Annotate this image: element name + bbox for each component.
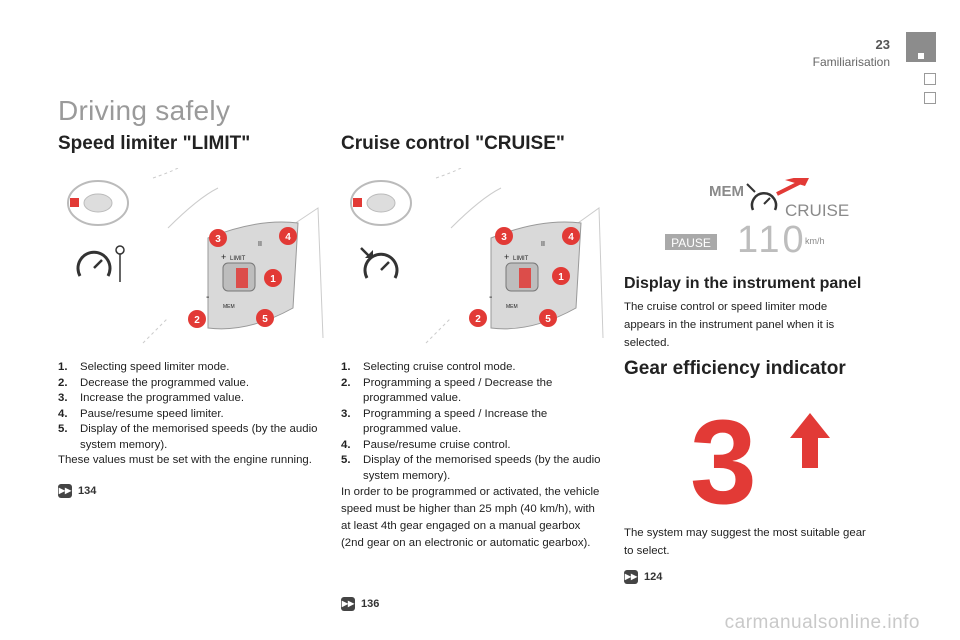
chapter-tab[interactable] bbox=[924, 73, 936, 85]
limit-label: LIMIT bbox=[230, 256, 246, 262]
cruise-display-label: CRUISE bbox=[785, 201, 850, 220]
cruise-control-list-container bbox=[341, 360, 601, 552]
chapter-tab[interactable] bbox=[924, 92, 936, 104]
gear-number: 3 bbox=[690, 408, 757, 508]
gear-efficiency-heading: Gear efficiency indicator bbox=[624, 358, 846, 379]
cruise-control-steering-switch-illustration bbox=[341, 168, 606, 353]
gear-indicator-text: The system may suggest the most suitable gear to select. bbox=[624, 527, 866, 557]
speed-unit: km/h bbox=[805, 236, 825, 246]
pause-label: II bbox=[258, 241, 262, 248]
svg-text:1: 1 bbox=[270, 274, 276, 285]
page-reference-link[interactable] bbox=[58, 484, 96, 498]
svg-text:3: 3 bbox=[215, 234, 221, 245]
gear-indicator-illustration bbox=[690, 408, 840, 508]
svg-text:2: 2 bbox=[475, 314, 481, 325]
cruise-control-icon bbox=[361, 248, 397, 278]
svg-text:1: 1 bbox=[558, 272, 564, 283]
pause-label: II bbox=[541, 241, 545, 248]
cruise-control-list bbox=[341, 360, 601, 484]
speed-digits: 110 bbox=[737, 219, 807, 258]
svg-text:5: 5 bbox=[262, 314, 268, 325]
instrument-panel-display-illustration bbox=[665, 178, 855, 258]
speed-limiter-heading: Speed limiter "LIMIT" bbox=[58, 133, 251, 154]
gear-up-arrow-icon bbox=[790, 413, 830, 468]
speed-limiter-icon bbox=[78, 246, 124, 282]
list-item: 3. Increase the programmed value. bbox=[58, 392, 244, 404]
steering-wheel-thumbnail bbox=[68, 181, 128, 225]
page-ref-number: 134 bbox=[78, 485, 97, 497]
instrument-panel-text: The cruise control or speed limiter mode appears in the instrument panel when it is selected. bbox=[624, 301, 835, 349]
svg-text:2: 2 bbox=[194, 315, 200, 326]
plus-label: + bbox=[504, 252, 510, 262]
watermark: carmanualsonline.info bbox=[724, 612, 920, 633]
list-item: 1. Selecting cruise control mode. bbox=[341, 361, 516, 373]
svg-text:4: 4 bbox=[568, 232, 574, 243]
list-item: 4. Pause/resume cruise control. bbox=[341, 438, 511, 451]
list-item: 3. Programming a speed / Increase the programmed value. bbox=[341, 407, 548, 435]
cruise-control-note: In order to be programmed or activated, the vehicle speed must be higher than 25 mph (40 km/h), with at least 4th gear engaged on a manual gearbox (2nd gear on an electronic or automatic gearbox). bbox=[341, 486, 600, 549]
page-ref-icon: ▶▶ bbox=[624, 570, 638, 584]
page-ref-number: 124 bbox=[644, 571, 663, 583]
mem-display-label: MEM bbox=[709, 183, 744, 200]
svg-text:4: 4 bbox=[285, 232, 291, 243]
page-ref-number: 136 bbox=[361, 598, 380, 610]
chapter-tab-active[interactable] bbox=[906, 32, 936, 62]
page-ref-icon: ▶▶ bbox=[58, 484, 72, 498]
speed-limiter-list bbox=[58, 360, 318, 453]
svg-text:5: 5 bbox=[545, 314, 551, 325]
plus-label: + bbox=[221, 252, 227, 262]
limit-label: LIMIT bbox=[513, 256, 529, 262]
list-item: 1. Selecting speed limiter mode. bbox=[58, 361, 230, 373]
list-item: 5. Display of the memorised speeds (by the audio system memory). bbox=[341, 454, 601, 482]
svg-text:3: 3 bbox=[501, 232, 507, 243]
list-item: 2. Programming a speed / Decrease the programmed value. bbox=[341, 376, 553, 404]
pause-display-label: PAUSE bbox=[671, 236, 711, 250]
speed-limiter-list-container bbox=[58, 360, 318, 469]
page-reference-link[interactable] bbox=[624, 570, 662, 584]
mem-label: MEM bbox=[506, 304, 518, 310]
speed-limiter-note: These values must be set with the engine running. bbox=[58, 454, 312, 466]
section-label: Familiarisation bbox=[812, 55, 890, 69]
page-ref-icon: ▶▶ bbox=[341, 597, 355, 611]
mem-label: MEM bbox=[223, 304, 235, 310]
page-title: Driving safely bbox=[58, 95, 231, 126]
minus-label: - bbox=[206, 292, 210, 303]
list-item: 5. Display of the memorised speeds (by the audio system memory). bbox=[58, 423, 318, 451]
page-reference-link[interactable] bbox=[341, 597, 379, 611]
cruise-gauge-icon bbox=[747, 184, 776, 210]
speed-limiter-steering-switch-illustration bbox=[58, 168, 328, 353]
minus-label: - bbox=[489, 292, 493, 303]
list-item: 4. Pause/resume speed limiter. bbox=[58, 407, 224, 420]
steering-wheel-thumbnail bbox=[351, 181, 411, 225]
instrument-panel-heading: Display in the instrument panel bbox=[624, 275, 862, 292]
cruise-control-heading: Cruise control "CRUISE" bbox=[341, 133, 565, 154]
list-item: 2. Decrease the programmed value. bbox=[58, 376, 250, 389]
tab-dot bbox=[918, 53, 924, 59]
page-number: 23 bbox=[875, 37, 890, 52]
